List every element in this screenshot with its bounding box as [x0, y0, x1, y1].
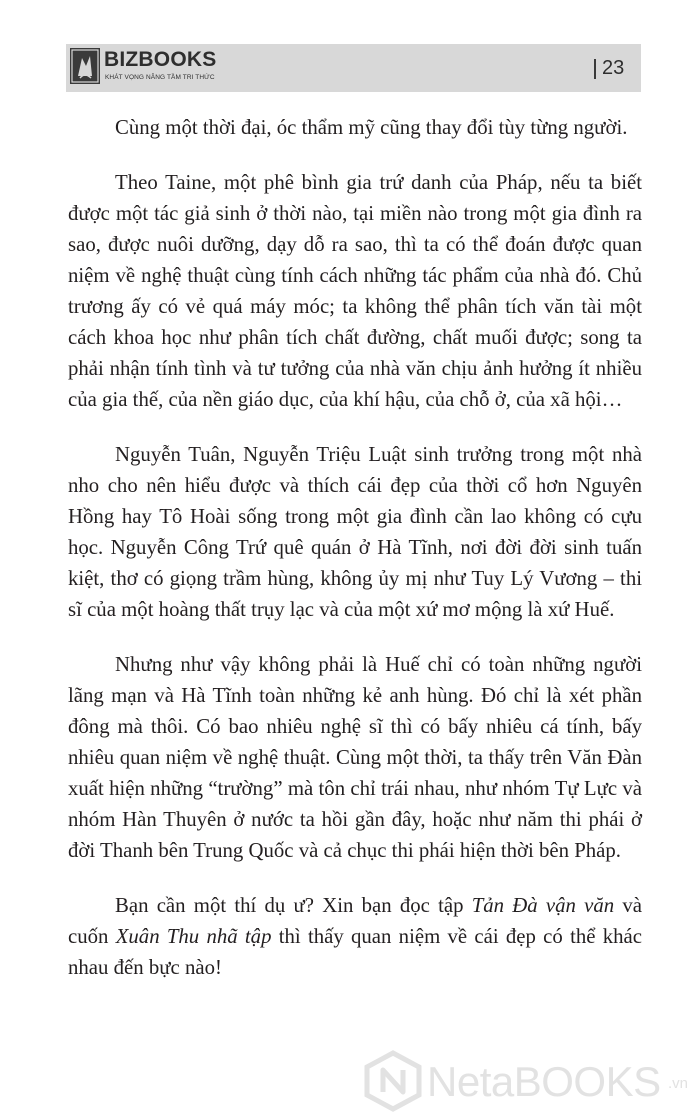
brand-tagline: KHÁT VỌNG NÂNG TẦM TRI THỨC	[105, 74, 215, 81]
body-text	[68, 112, 642, 1007]
page-number-divider	[594, 59, 596, 79]
paragraph-2: Theo Taine, một phê bình gia trứ danh của Pháp, nếu ta biết được một tác giả sinh ở thời nào, tại miền nào trong một gia đình ra sao, được nuôi dưỡng, dạy dỗ ra sao, thì ta có thể đoán được quan niệm về nghệ thuật cùng tính cách những tác phẩm của nhà đó. Chủ trương ấy có vẻ quá máy móc; ta không thể phân tích văn tài một cách khoa học như phân tích chất đường, chất muối được; song ta phải nhận tính tình và tư tưởng của nhà văn chịu ảnh hưởng ít nhiều của gia thế, của nền giáo dục, của khí hậu, của chỗ ở, của xã hội…	[68, 171, 642, 411]
paragraph-4: Nhưng như vậy không phải là Huế chỉ có toàn những người lãng mạn và Hà Tĩnh toàn những kẻ anh hùng. Đó chỉ là xét phần đông mà thôi. Có bao nhiêu nghệ sĩ thì có bấy nhiêu cá tính, bấy nhiêu quan niệm về nghệ thuật. Cùng một thời, ta thấy trên Văn Đàn xuất hiện những “trường” mà tôn chỉ trái nhau, như nhóm Tự Lực và nhóm Hàn Thuyên ở nước ta hồi gần đây, hoặc như năm thi phái ở đời Thanh bên Trung Quốc và cả chục thi phái hiện thời bên Pháp.	[68, 653, 642, 862]
netabooks-logo-icon	[363, 1050, 423, 1112]
netabooks-watermark	[363, 1050, 693, 1112]
book-title-tan-da: Tản Đà vận văn	[471, 894, 615, 917]
paragraph-5-text-b: và cuốn	[68, 894, 642, 948]
paragraph-5	[68, 890, 642, 983]
paragraph-3: Nguyễn Tuân, Nguyễn Triệu Luật sinh trưởng trong một nhà nho cho nên hiểu được và thích cái đẹp của thời cổ hơn Nguyên Hồng hay Tô Hoài sống trong một gia đình cần lao không có cựu học. Nguyễn Công Trứ quê quán ở Hà Tĩnh, nơi đời đời sinh tuấn kiệt, thơ có giọng trầm hùng, không ủy mị như Tuy Lý Vương – thi sĩ của một hoàng thất trụy lạc và của một xứ mơ mộng là xứ Huế.	[68, 443, 642, 621]
paragraph-5-text-a: Bạn cần một thí dụ ư? Xin bạn đọc tập	[115, 894, 472, 917]
page-number: 23	[602, 57, 625, 79]
brand-name: BIZBOOKS	[104, 48, 217, 71]
paragraph-1: Cùng một thời đại, óc thẩm mỹ cũng thay đổi tùy từng người.	[115, 116, 628, 139]
watermark-domain: .vn	[668, 1075, 689, 1092]
bizbooks-logo-icon	[70, 48, 100, 84]
watermark-brand: NetaBOOKS	[427, 1058, 661, 1105]
book-title-xuan-thu: Xuân Thu nhã tập	[115, 925, 272, 948]
paragraph-5-text-c: thì thấy quan niệm về cái đẹp có thể khác nhau đến bực nào!	[68, 925, 642, 979]
